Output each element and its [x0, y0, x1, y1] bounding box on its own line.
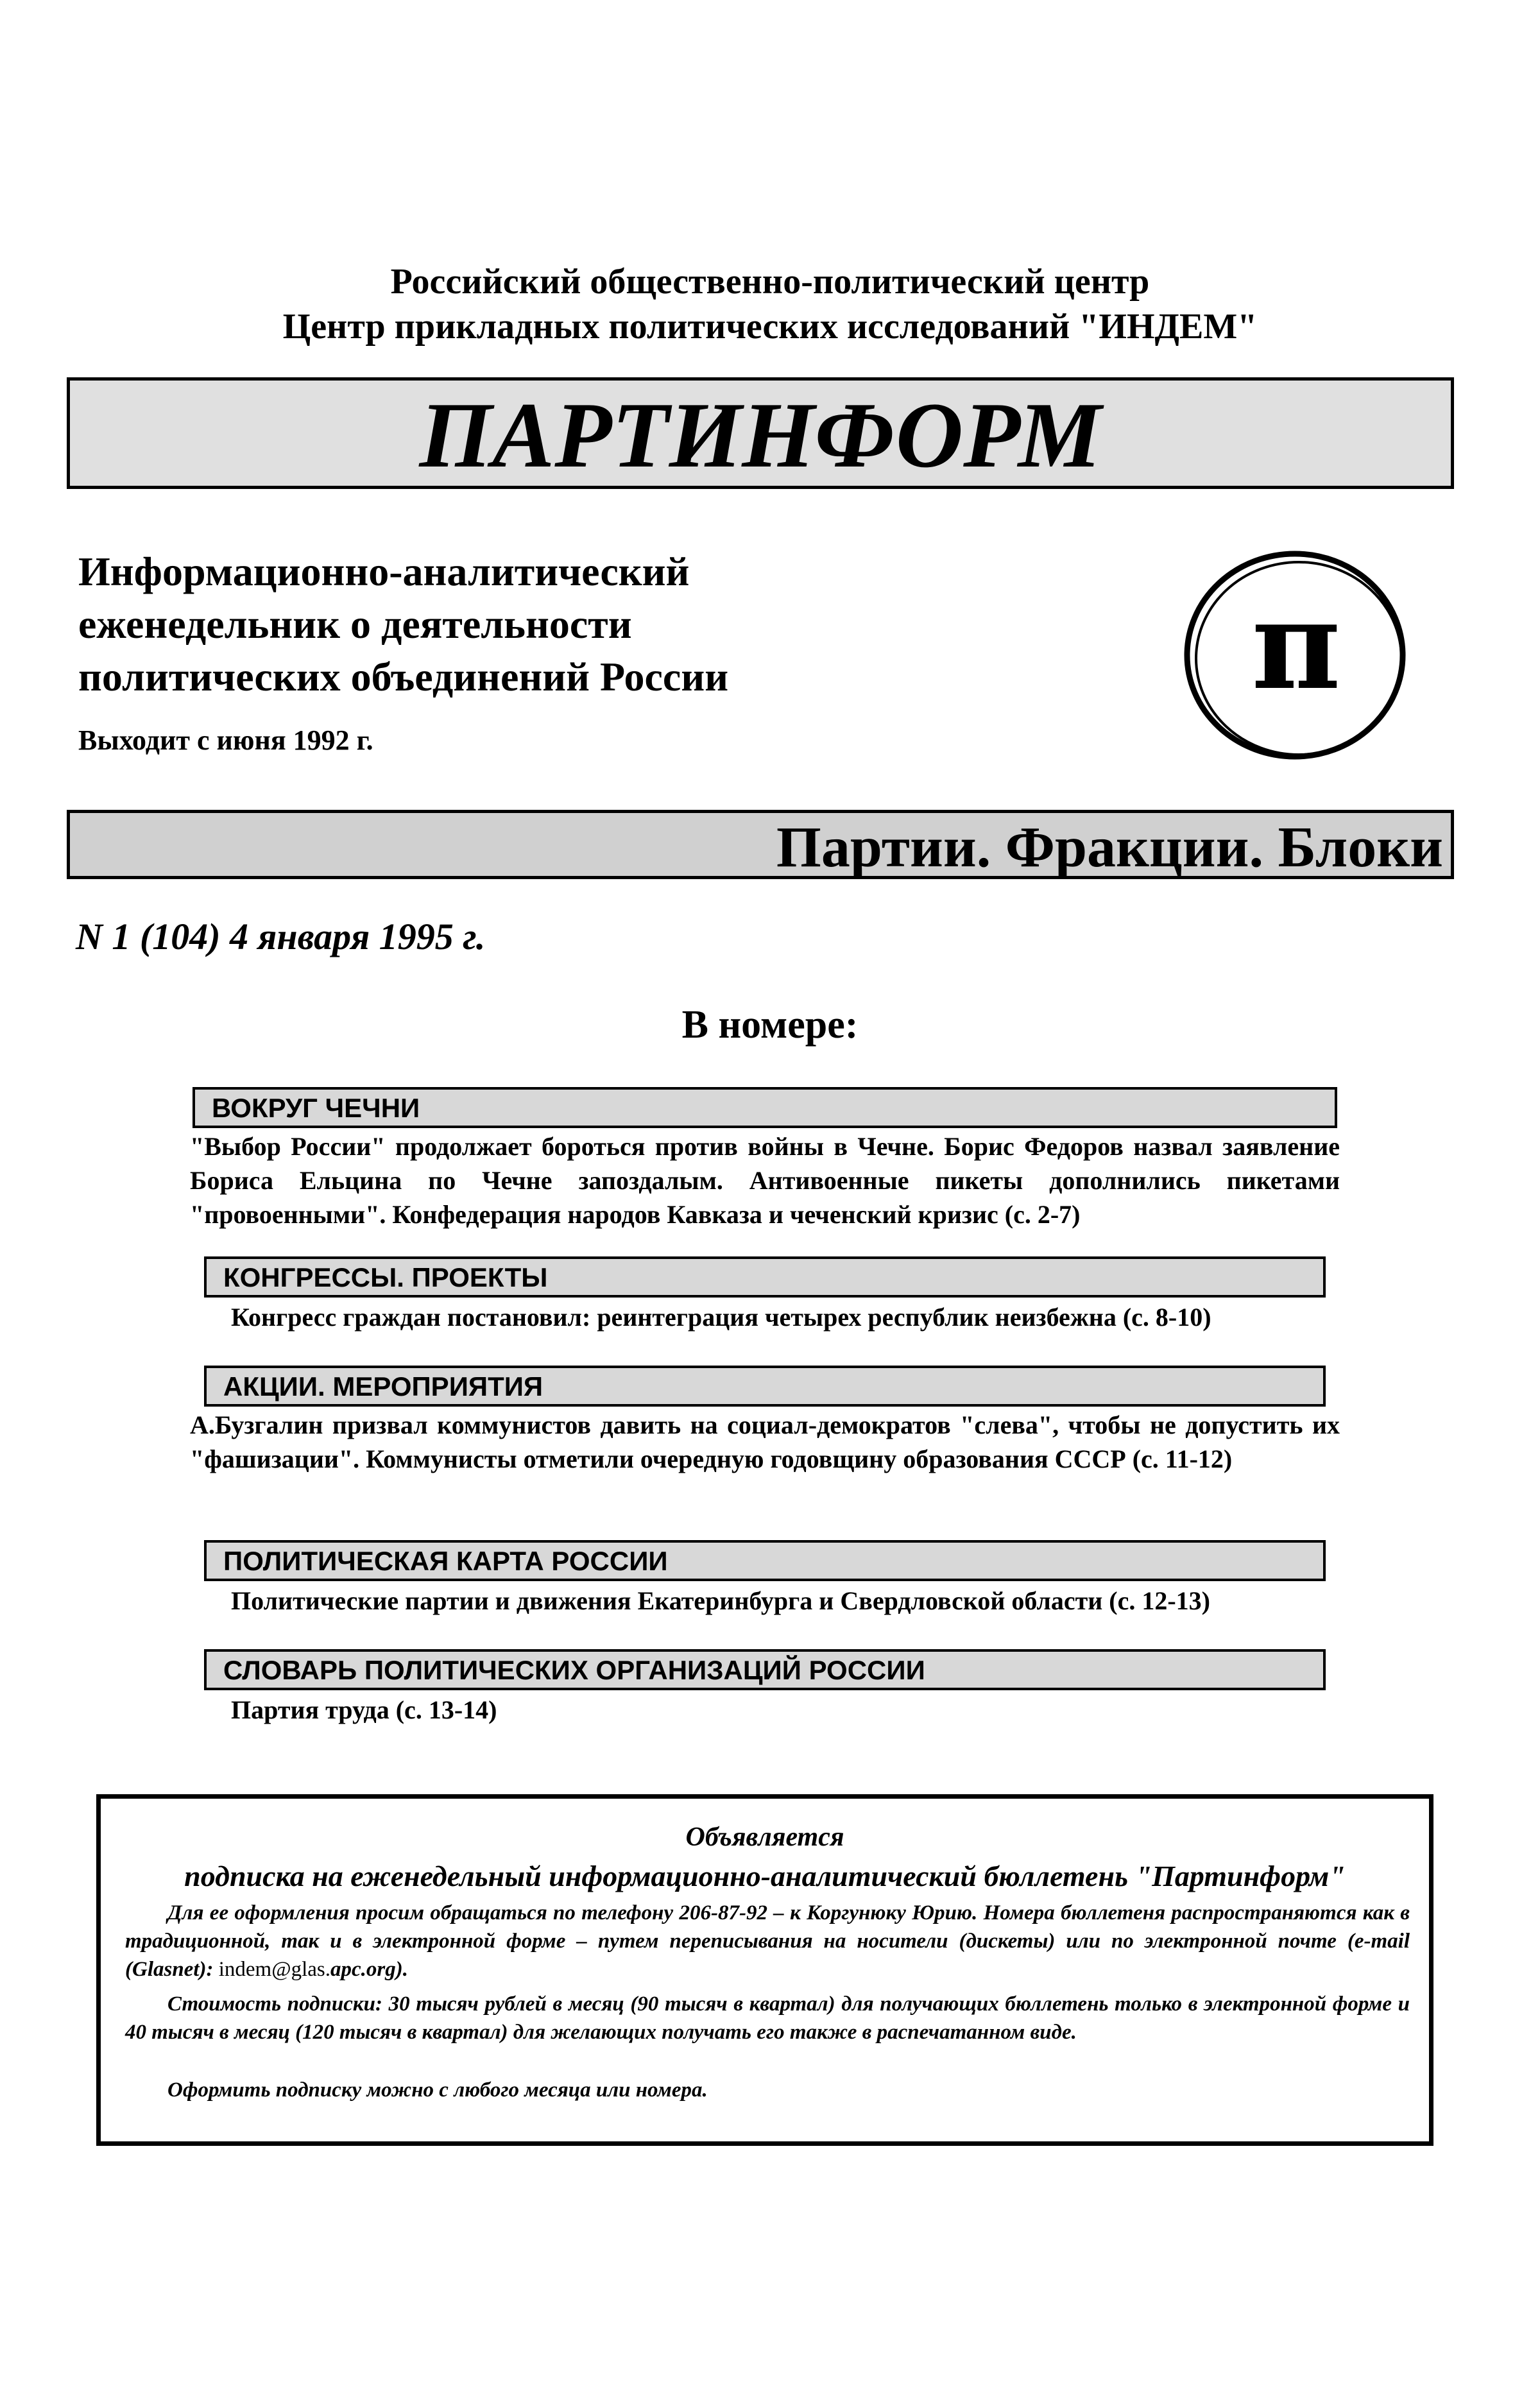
toc-heading: АКЦИИ. МЕРОПРИЯТИЯ — [204, 1366, 1326, 1407]
toc-entry-text: Партия труда (с. 13-14) — [231, 1695, 497, 1724]
notice-paragraph-start: Оформить подписку можно с любого месяца или номера. — [167, 2078, 708, 2102]
toc-entry-text: Конгресс граждан постановил: реинтеграция четырех республик неизбежна (с. 8-10) — [231, 1303, 1211, 1332]
org-name-line2: Центр прикладных политических исследований "ИНДЕМ" — [282, 307, 1258, 347]
notice-subtitle: подписка на еженедельный информационно-аналитический бюллетень "Партинформ" — [184, 1860, 1346, 1892]
subscription-notice — [96, 1794, 1433, 2146]
section-banner-text: Партии. Фракции. Блоки — [776, 816, 1443, 879]
pi-glyph: π — [1251, 574, 1341, 717]
toc-heading: ПОЛИТИЧЕСКАЯ КАРТА РОССИИ — [204, 1540, 1326, 1581]
toc-heading: ВОКРУГ ЧЕЧНИ — [193, 1087, 1337, 1128]
toc-heading: КОНГРЕССЫ. ПРОЕКТЫ — [204, 1256, 1326, 1298]
masthead-title: ПАРТИНФОРМ — [419, 383, 1102, 487]
org-name-line1: Российский общественно-политический центр — [390, 262, 1150, 302]
notice-email-user: indem@glas. — [218, 1958, 331, 1981]
toc-heading: СЛОВАРЬ ПОЛИТИЧЕСКИХ ОРГАНИЗАЦИЙ РОССИИ — [204, 1649, 1326, 1690]
description-line1: Информационно-аналитический — [78, 549, 690, 594]
section-banner — [67, 810, 1454, 879]
published-since: Выходит с июня 1992 г. — [78, 724, 373, 756]
pi-logo-icon — [1179, 545, 1416, 765]
toc-entry-text: А.Бузгалин призвал коммунистов давить на социал-демократов "слева", чтобы не допустить их "фашизации". Коммунисты отметили очередную годовщину образования СССР (с. 11-12) — [190, 1410, 1340, 1473]
in-issue-heading: В номере: — [681, 1003, 859, 1047]
issue-number: N 1 (104) 4 января 1995 г. — [76, 916, 486, 957]
masthead-title-box — [67, 377, 1454, 489]
description-line3: политических объединений России — [78, 654, 729, 699]
masthead-description — [78, 545, 912, 703]
description-line2: еженедельник о деятельности — [78, 601, 632, 647]
notice-email-domain: apc.org). — [330, 1958, 408, 1981]
toc-entry-text: Политические партии и движения Екатеринбурга и Свердловской области (с. 12-13) — [231, 1586, 1210, 1615]
notice-title: Объявляется — [685, 1822, 844, 1852]
toc-entry-text: "Выбор России" продолжает бороться против войны в Чечне. Борис Федоров назвал заявление Бориса Ельцина по Чечне запоздалым. Антивоенные пикеты дополнились пикетами "провоенными". Конфедерация народов Кавказа и чеченский кризис (с. 2-7) — [190, 1132, 1340, 1229]
notice-contacts-text: Для ее оформления просим обращаться по телефону 206-87-92 – к Коргунюку Юрию. Номера бюллетеня распространяются как в традиционной, так и в электронной форме – путем переписывания на носители (дискеты) или по электронной почте (e-mail (Glasnet): — [125, 1901, 1410, 1981]
notice-paragraph-price: Стоимость подписки: 30 тысяч рублей в месяц (90 тысяч в квартал) для получающих бюллетень только в электронной форме и 40 тысяч в месяц (120 тысяч в квартал) для желающих получать его также в распечатанном виде. — [125, 1992, 1410, 2044]
notice-paragraph-contacts — [125, 1899, 1410, 1984]
